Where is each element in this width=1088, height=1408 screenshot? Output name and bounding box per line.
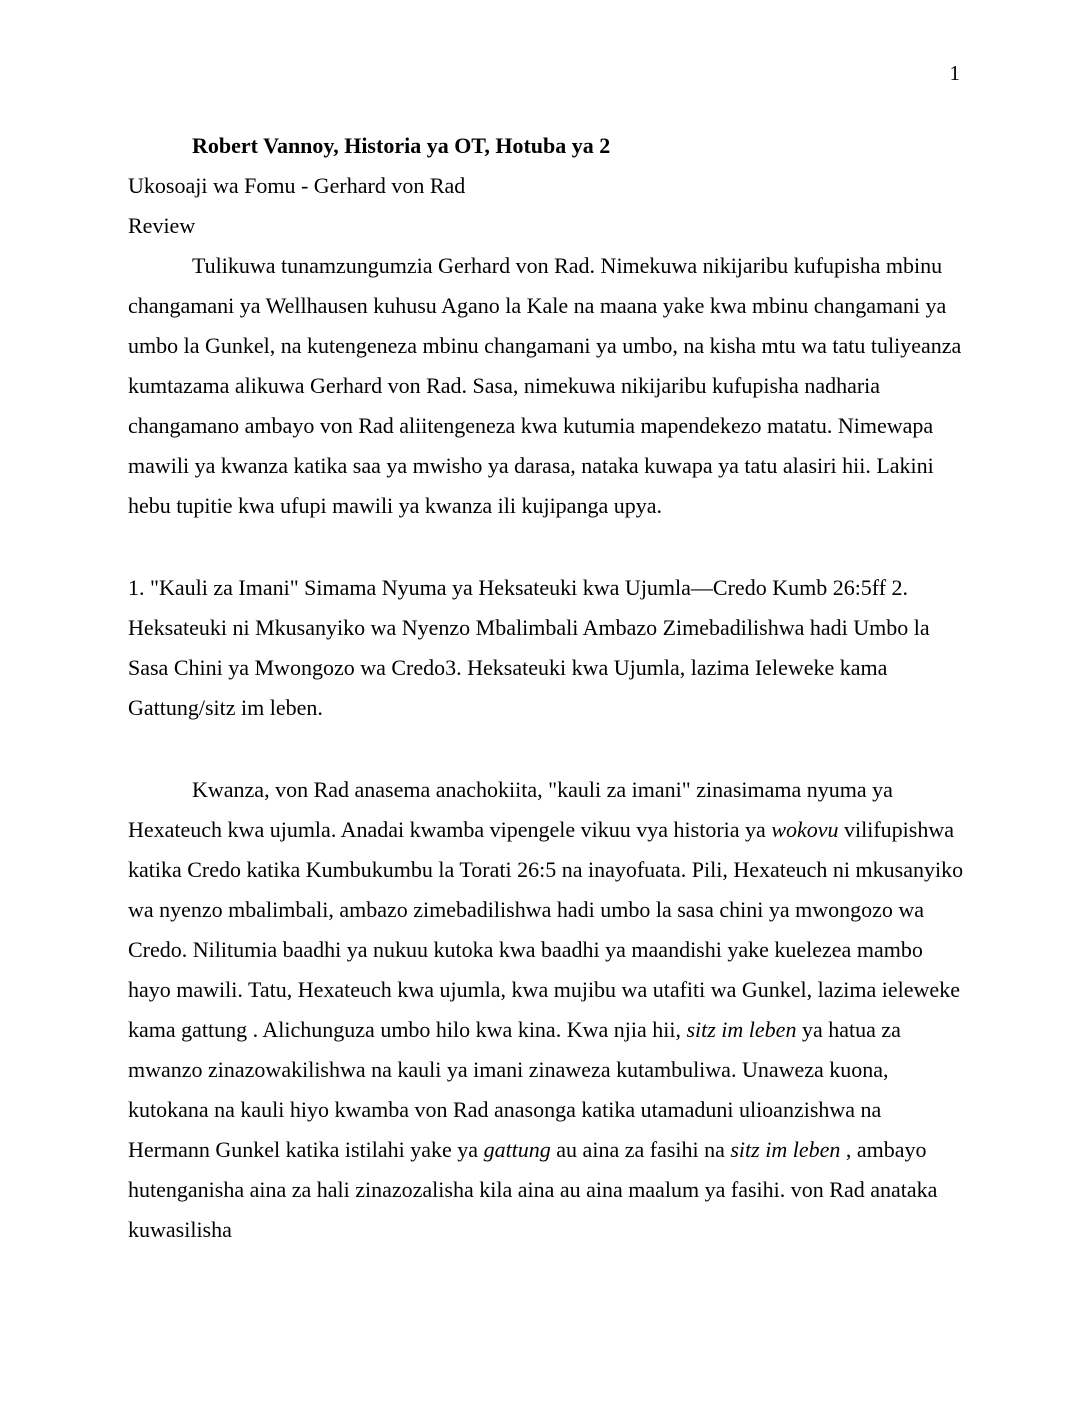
paragraph: [128, 568, 968, 728]
document-title: Robert Vannoy, Historia ya OT, Hotuba ya 2: [192, 133, 611, 158]
review-label: Review: [128, 213, 196, 238]
text-run: vilifupishwa katika Credo katika Kumbukumbu la Torati 26:5 na inayofuata. Pili, Hexateuch ni mkusanyiko wa nyenzo mbalimbali, ambazo zimebadilishwa hadi umbo la sasa chini ya mwongozo wa Credo. Nilitumia baadhi ya nukuu kutoka kwa baadhi ya maandishi yake kuelezea mambo hayo mawili. Tatu, Hexateuch kwa ujumla, kwa mujibu wa utafiti wa Gunkel, lazima ieleweke kama gattung . Alichunguza umbo hilo kwa kina. Kwa njia hii,: [128, 817, 964, 1042]
italic-text-run: sitz im leben: [686, 1017, 797, 1042]
document-subtitle: Ukosoaji wa Fomu - Gerhard von Rad: [128, 173, 466, 198]
text-run: , ambayo hutenganisha aina za hali zinazozalisha kila aina au aina maalum ya fasihi. von Rad anataka kuwasilisha: [128, 1137, 938, 1242]
italic-text-run: gattung: [483, 1137, 551, 1162]
text-run: ya hatua za mwanzo zinazowakilishwa na kauli ya imani zinaweza kutambuliwa. Unaweza kuona, kutokana na kauli hiyo kwamba von Rad anasonga katika utamaduni ulioanzishwa na Hermann Gunkel katika istilahi yake ya: [128, 1017, 901, 1162]
text-run: Tulikuwa tunamzungumzia Gerhard von Rad. Nimekuwa nikijaribu kufupisha mbinu changamani ya Wellhausen kuhusu Agano la Kale na maana yake kwa mbinu changamani ya umbo la Gunkel, na kutengeneza mbinu changamani ya umbo, na kisha mtu wa tatu tuliyeanza kumtazama alikuwa Gerhard von Rad. Sasa, nimekuwa nikijaribu kufupisha nadharia changamano ambayo von Rad aliitengeneza kwa kutumia mapendekezo matatu. Nimewapa mawili ya kwanza katika saa ya mwisho ya darasa, nataka kuwapa ya tatu alasiri hii. Lakini hebu tupitie kwa ufupi mawili ya kwanza ili kujipanga upya.: [128, 253, 962, 518]
italic-text-run: sitz im leben: [730, 1137, 841, 1162]
italic-text-run: wokovu: [771, 817, 839, 842]
paragraph: [128, 770, 968, 1250]
text-run: Kwanza, von Rad anasema anachokiita, "kauli za imani" zinasimama nyuma ya Hexateuch kwa ujumla. Anadai kwamba vipengele vikuu vya historia ya: [128, 777, 893, 842]
page-number: 1: [949, 61, 960, 85]
text-run: au aina za fasihi na: [550, 1137, 731, 1162]
paragraph: [128, 246, 968, 526]
document-content: [128, 126, 968, 1250]
text-run: 1. "Kauli za Imani" Simama Nyuma ya Heksateuki kwa Ujumla—Credo Kumb 26:5ff 2. Heksateuki ni Mkusanyiko wa Nyenzo Mbalimbali Ambazo Zimebadilishwa hadi Umbo la Sasa Chini ya Mwongozo wa Credo3. Heksateuki kwa Ujumla, lazima Ieleweke kama Gattung/sitz im leben.: [128, 575, 930, 720]
paragraphs-container: [128, 246, 968, 1250]
